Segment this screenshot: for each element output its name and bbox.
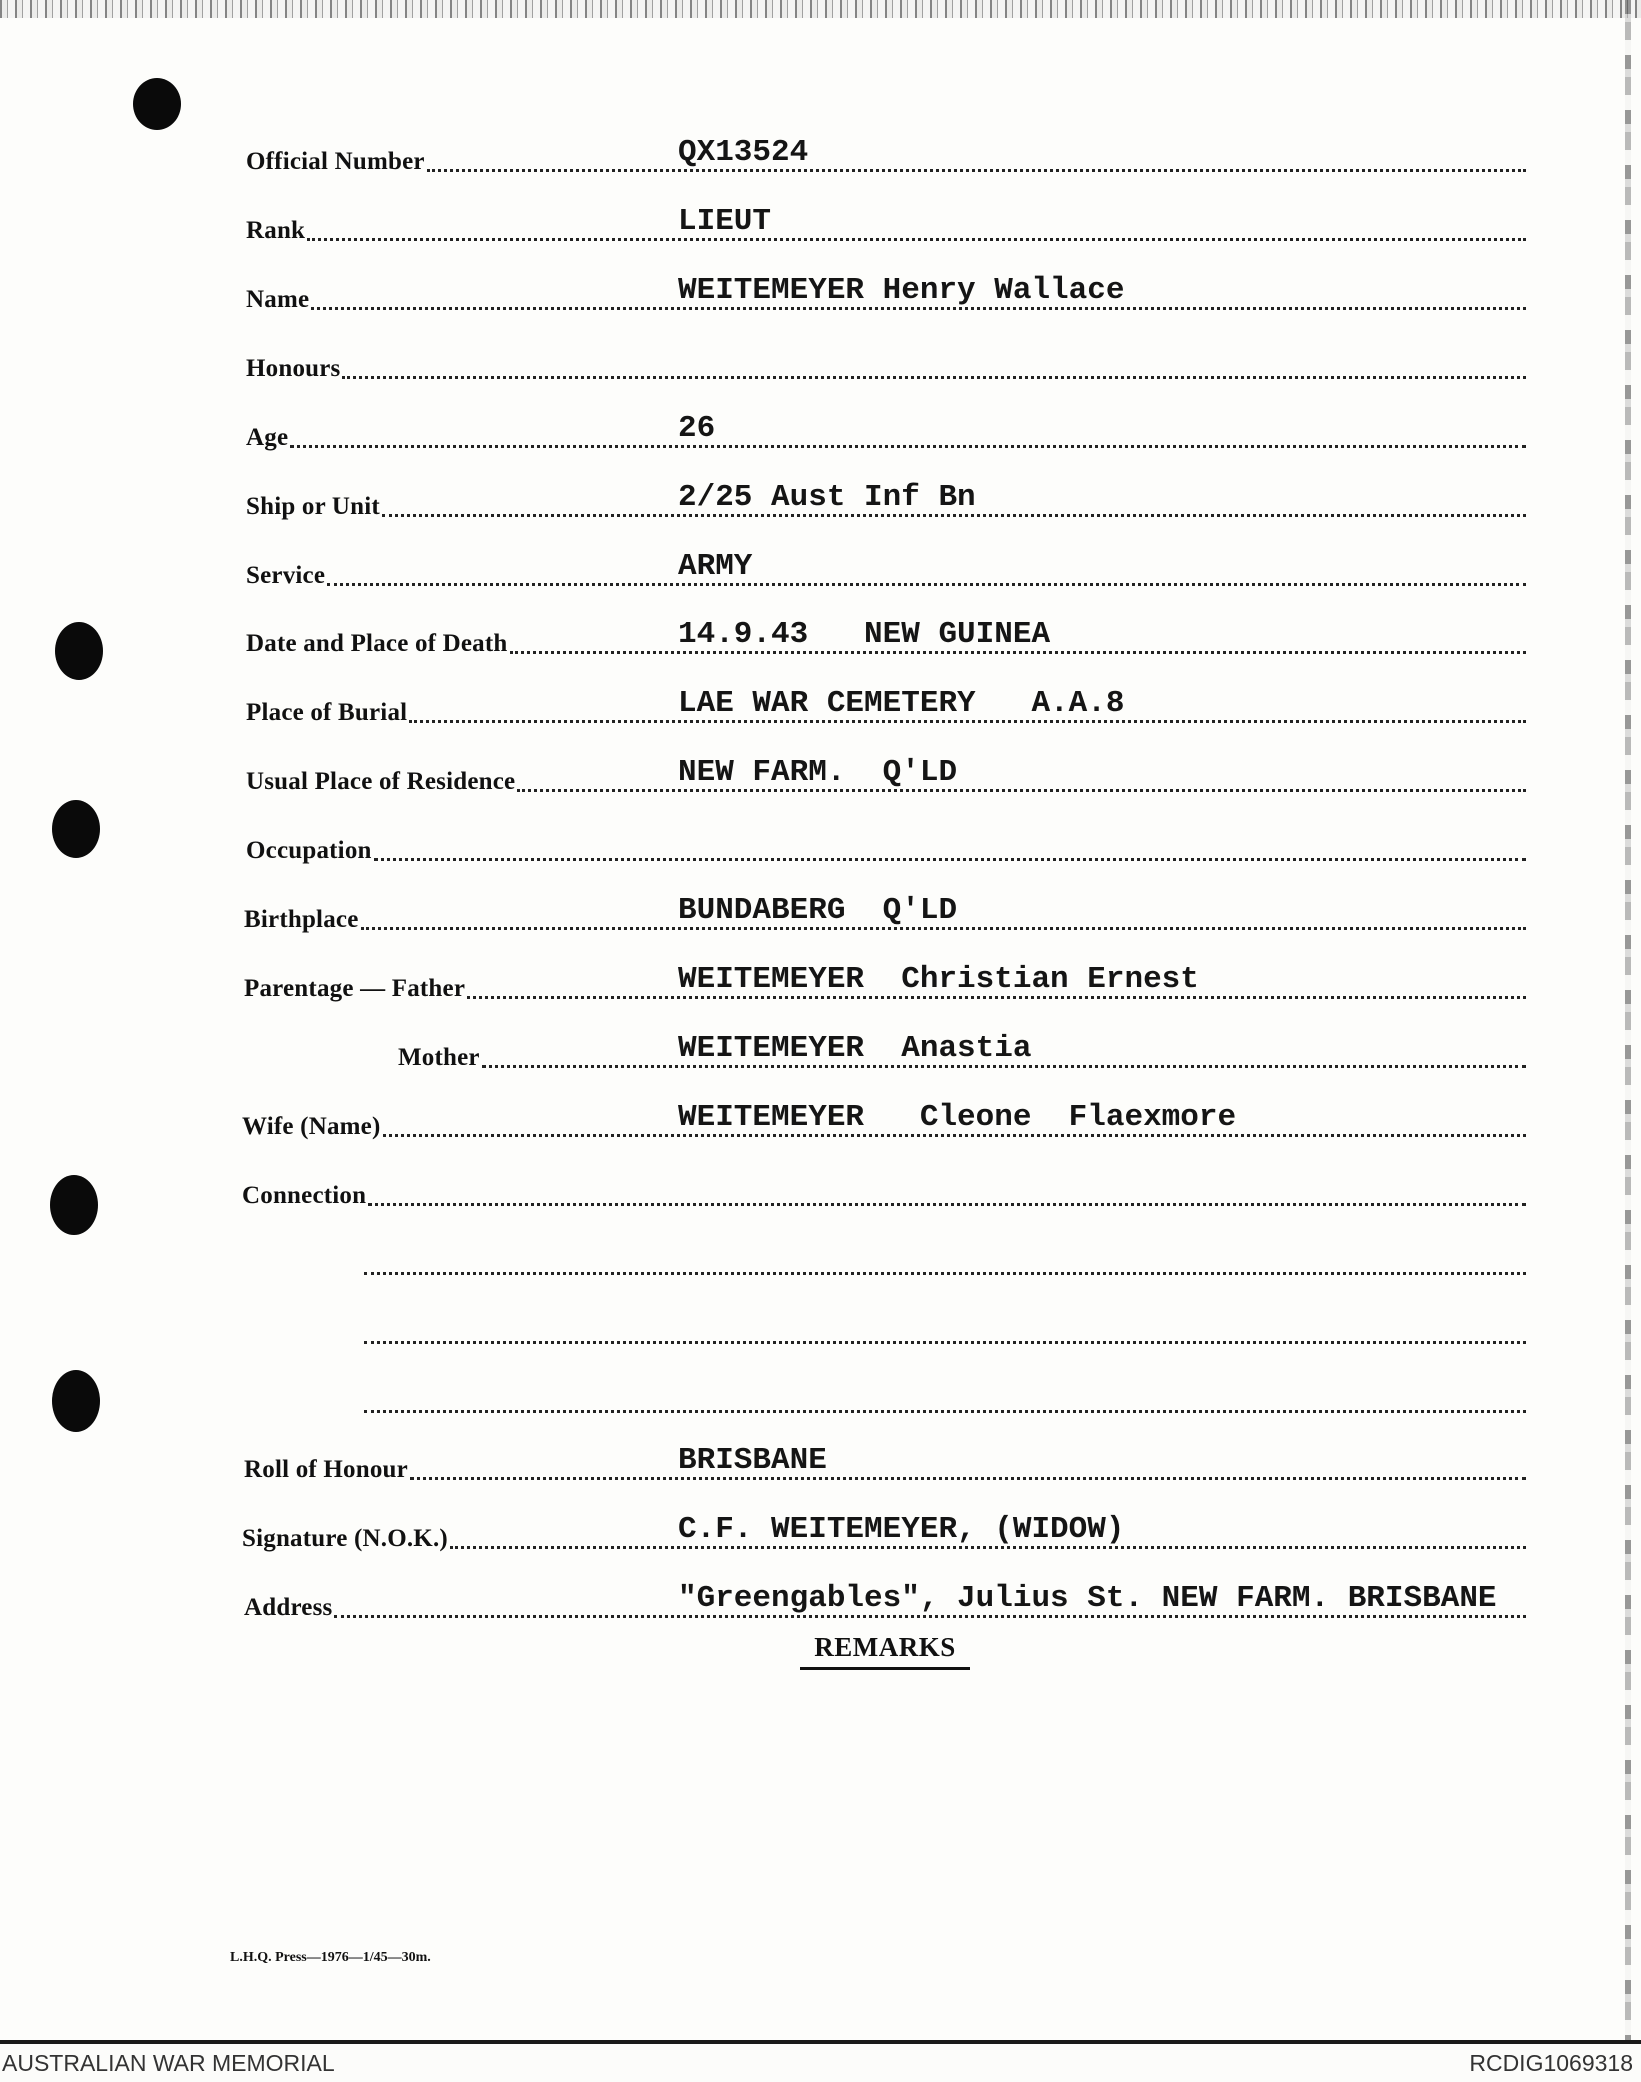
field-label: Official Number xyxy=(246,148,425,175)
form-row xyxy=(0,410,1641,450)
dotted-leader xyxy=(364,1410,1526,1413)
field-label: Connection xyxy=(242,1182,367,1209)
form-row xyxy=(0,616,1641,656)
form-row xyxy=(0,341,1641,381)
field-value: WEITEMEYER Anastia xyxy=(678,1031,1032,1066)
field-label: Date and Place of Death xyxy=(246,630,508,657)
form-row xyxy=(0,1442,1641,1482)
field-value: C.F. WEITEMEYER, (WIDOW) xyxy=(678,1512,1125,1547)
form-row xyxy=(0,203,1641,243)
form-row xyxy=(0,1030,1641,1070)
field-value: WEITEMEYER Cleone Flaexmore xyxy=(678,1100,1237,1135)
field-label: Birthplace xyxy=(244,906,359,933)
field-label: Ship or Unit xyxy=(246,493,380,520)
dotted-leader xyxy=(364,1341,1526,1344)
dotted-leader xyxy=(374,858,1526,861)
field-value: LAE WAR CEMETERY A.A.8 xyxy=(678,686,1125,721)
dotted-leader xyxy=(364,1272,1526,1275)
form-row xyxy=(0,134,1641,174)
field-label: Service xyxy=(246,562,326,589)
form-row xyxy=(0,1237,1641,1277)
remarks-heading: REMARKS xyxy=(800,1632,970,1670)
field-label: Honours xyxy=(246,355,341,382)
form-row xyxy=(0,548,1641,588)
field-value: WEITEMEYER Christian Ernest xyxy=(678,962,1199,997)
form-row xyxy=(0,1099,1641,1139)
field-value: "Greengables", Julius St. NEW FARM. BRISBANE xyxy=(678,1581,1497,1616)
form-row xyxy=(0,1511,1641,1551)
dotted-leader xyxy=(410,1477,1526,1480)
record-id: RCDIG1069318 xyxy=(1469,2050,1633,2076)
archive-name: AUSTRALIAN WAR MEMORIAL xyxy=(2,2050,335,2076)
field-label: Wife (Name) xyxy=(242,1113,381,1140)
field-value: LIEUT xyxy=(678,204,772,239)
field-value: WEITEMEYER Henry Wallace xyxy=(678,273,1125,308)
field-label: Signature (N.O.K.) xyxy=(242,1525,448,1552)
form-row xyxy=(0,1306,1641,1346)
field-value: BRISBANE xyxy=(678,1443,827,1478)
form-row xyxy=(0,685,1641,725)
scan-edge-top xyxy=(0,0,1641,18)
form-row xyxy=(0,823,1641,863)
field-label: Roll of Honour xyxy=(244,1456,408,1483)
field-value: 2/25 Aust Inf Bn xyxy=(678,480,976,515)
dotted-leader xyxy=(342,376,1526,379)
field-label: Age xyxy=(246,424,289,451)
field-label: Address xyxy=(244,1594,333,1621)
field-label: Mother xyxy=(398,1044,480,1071)
field-label: Rank xyxy=(246,217,306,244)
field-label: Place of Burial xyxy=(246,699,408,726)
field-label: Usual Place of Residence xyxy=(246,768,516,795)
field-value: 14.9.43 NEW GUINEA xyxy=(678,617,1051,652)
dotted-leader xyxy=(427,169,1526,172)
form-row xyxy=(0,1375,1641,1415)
form-row xyxy=(0,754,1641,794)
field-label: Parentage — Father xyxy=(244,975,466,1002)
form-row xyxy=(0,1580,1641,1620)
field-value: BUNDABERG Q'LD xyxy=(678,893,958,928)
field-value: NEW FARM. Q'LD xyxy=(678,755,958,790)
dotted-leader xyxy=(368,1203,1526,1206)
field-label: Occupation xyxy=(246,837,372,864)
punch-hole-top xyxy=(133,78,181,130)
print-code: L.H.Q. Press—1976—1/45—30m. xyxy=(230,1950,431,1965)
form-row xyxy=(0,272,1641,312)
form-row xyxy=(0,479,1641,519)
dotted-leader xyxy=(290,445,1526,448)
dotted-leader xyxy=(517,789,1526,792)
field-value: QX13524 xyxy=(678,135,809,170)
form-row xyxy=(0,961,1641,1001)
page-bottom-border xyxy=(0,2040,1641,2044)
dotted-leader xyxy=(327,583,1526,586)
field-label: Name xyxy=(246,286,310,313)
field-value: 26 xyxy=(678,411,716,446)
form-row xyxy=(0,1168,1641,1208)
form-row xyxy=(0,892,1641,932)
dotted-leader xyxy=(307,238,1526,241)
field-value: ARMY xyxy=(678,549,753,584)
